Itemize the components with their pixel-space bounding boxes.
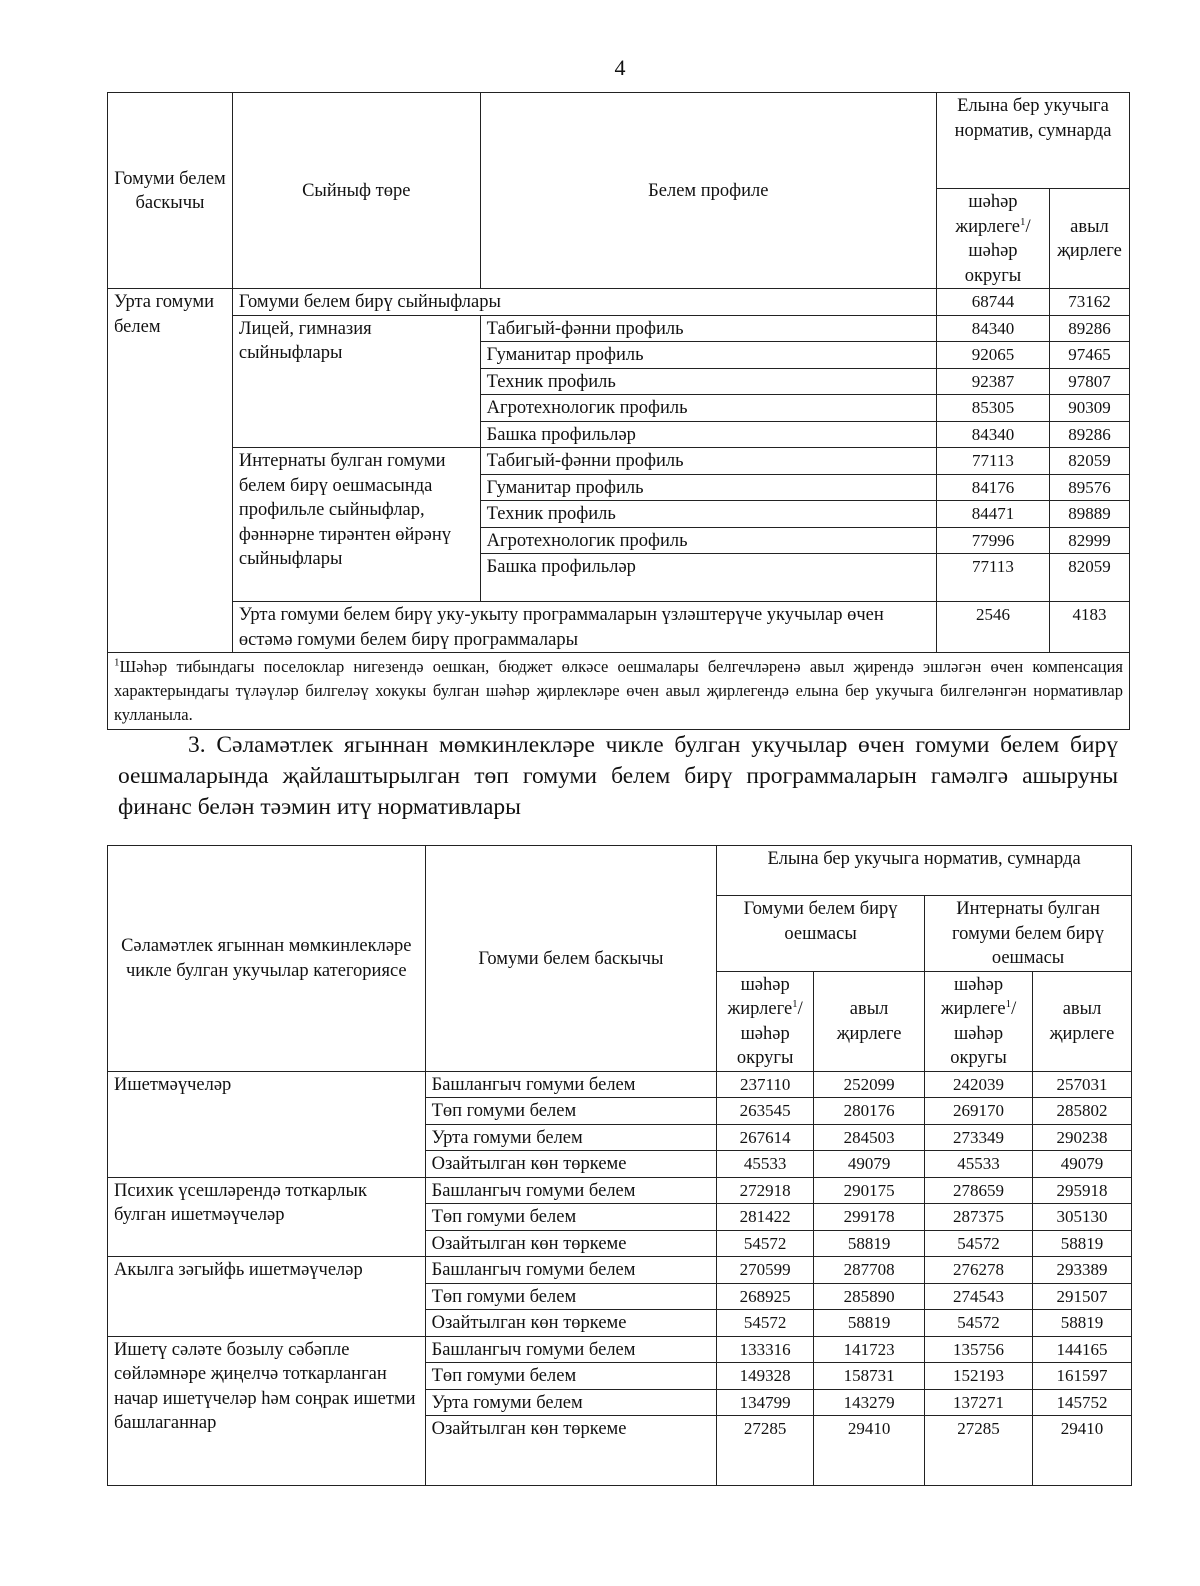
- value-boarding-rural: 144165: [1033, 1336, 1132, 1363]
- header-urban: шәһәр жирлеге$^1$/ шәһәр округы: [717, 971, 814, 1071]
- value-boarding-urban: 27285: [925, 1416, 1033, 1486]
- value-general-urban: 237110: [717, 1071, 814, 1098]
- value-boarding-urban: 278659: [925, 1177, 1033, 1204]
- value-rural: 4183: [1049, 602, 1129, 653]
- table-row: [108, 1336, 1132, 1363]
- value-boarding-urban: 274543: [925, 1283, 1033, 1310]
- value-boarding-urban: 54572: [925, 1310, 1033, 1337]
- value-boarding-rural: 290238: [1033, 1124, 1132, 1151]
- header-urban: шәһәр жирлеге$^1$/ шәһәр округы: [937, 189, 1050, 289]
- value-urban: 84340: [937, 421, 1050, 448]
- value-boarding-urban: 273349: [925, 1124, 1033, 1151]
- value-boarding-rural: 291507: [1033, 1283, 1132, 1310]
- level-cell: Башлангыч гомуми белем: [425, 1177, 717, 1204]
- level-cell: Төп гомуми белем: [425, 1283, 717, 1310]
- value-rural: 97807: [1049, 368, 1129, 395]
- section-heading: 3. Сәламәтлек ягыннан мөмкинлекләре чикле булган укучылар өчен гомуми белем бирү оешмаларында җайлаштырылган төп гомуми белем бирү программаларын гамәлгә ашыруны финанс белән тәэмин итү нормативлары: [118, 732, 1118, 820]
- value-boarding-urban: 54572: [925, 1230, 1033, 1257]
- value-urban: 84176: [937, 474, 1050, 501]
- value-general-rural: 285890: [814, 1283, 925, 1310]
- value-general-urban: 263545: [717, 1098, 814, 1125]
- category-cell: Ишетү сәләте бозылу сәбәпле сөйләмнәре җиңелчә тоткарланган начар ишетүчеләр һәм соңрак ишетми башлаганнар: [108, 1336, 426, 1486]
- profile-cell: Агротехнологик профиль: [480, 395, 936, 422]
- value-urban: 77113: [937, 554, 1050, 602]
- value-boarding-rural: 58819: [1033, 1310, 1132, 1337]
- value-rural: 89286: [1049, 421, 1129, 448]
- value-boarding-rural: 285802: [1033, 1098, 1132, 1125]
- profile-cell: Башка профильләр: [480, 421, 936, 448]
- profile-cell: Башка профильләр: [480, 554, 936, 602]
- value-rural: 97465: [1049, 342, 1129, 369]
- header-category: Сәламәтлек ягыннан мөмкинлекләре чикле булган укучылар категориясе: [108, 846, 426, 1072]
- header-level: Гомуми белем баскычы: [108, 93, 233, 289]
- value-general-rural: 252099: [814, 1071, 925, 1098]
- footnote-text: Шәһәр тибындагы поселоклар нигезендә оешкан, бюджет өлкәсе оешмалары белгечләренә авыл җирендә эшләгән өчен компенсация характерындагы түләүләр билгеләү хокукы булган шәһәр җирлекләре өчен авыл җирлегендә елына бер укучыга билгеләнгән нормативлар кулланыла.: [114, 657, 1123, 724]
- value-boarding-rural: 257031: [1033, 1071, 1132, 1098]
- value-urban: 77113: [937, 448, 1050, 475]
- value-general-urban: 270599: [717, 1257, 814, 1284]
- value-general-rural: 290175: [814, 1177, 925, 1204]
- profile-cell: Табигый-фәнни профиль: [480, 448, 936, 475]
- value-boarding-rural: 58819: [1033, 1230, 1132, 1257]
- value-boarding-rural: 293389: [1033, 1257, 1132, 1284]
- additional-programs-label: Урта гомуми белем бирү уку-укыту программаларын үзләштерүче укучылар өчен өстәмә гомуми белем бирү программалары: [232, 602, 936, 653]
- level-cell: Башлангыч гомуми белем: [425, 1257, 717, 1284]
- profile-cell: Гуманитар профиль: [480, 474, 936, 501]
- value-general-urban: 45533: [717, 1151, 814, 1178]
- level-cell: Озайтылган көн төркеме: [425, 1151, 717, 1178]
- value-boarding-rural: 161597: [1033, 1363, 1132, 1390]
- value-general-rural: 141723: [814, 1336, 925, 1363]
- category-cell: Ишетмәүчеләр: [108, 1071, 426, 1177]
- value-boarding-rural: 49079: [1033, 1151, 1132, 1178]
- value-general-urban: 54572: [717, 1310, 814, 1337]
- table-row: [108, 602, 1130, 653]
- value-general-rural: 280176: [814, 1098, 925, 1125]
- level-cell: Озайтылган көн төркеме: [425, 1310, 717, 1337]
- header-class-type: Сыйныф төре: [232, 93, 480, 289]
- value-general-rural: 143279: [814, 1389, 925, 1416]
- value-general-urban: 268925: [717, 1283, 814, 1310]
- level-cell: Урта гомуми белем: [425, 1124, 717, 1151]
- table-row: [108, 448, 1130, 475]
- profile-cell: Техник профиль: [480, 501, 936, 528]
- header-norm: Елына бер укучыга норматив, сумнарда: [717, 846, 1132, 896]
- value-rural: 89286: [1049, 315, 1129, 342]
- value-general-rural: 58819: [814, 1230, 925, 1257]
- value-general-rural: 58819: [814, 1310, 925, 1337]
- value-boarding-urban: 242039: [925, 1071, 1033, 1098]
- header-general-org: Гомуми белем бирү оешмасы: [717, 896, 925, 972]
- value-general-rural: 158731: [814, 1363, 925, 1390]
- value-general-rural: 29410: [814, 1416, 925, 1486]
- value-general-rural: 287708: [814, 1257, 925, 1284]
- value-general-rural: 284503: [814, 1124, 925, 1151]
- lyceum-label: Лицей, гимназия сыйныфлары: [232, 315, 480, 448]
- level-cell: Урта гомуми белем: [108, 289, 233, 653]
- value-general-urban: 54572: [717, 1230, 814, 1257]
- table-row: [108, 653, 1130, 730]
- profile-cell: Гуманитар профиль: [480, 342, 936, 369]
- header-rural: авыл җирлеге: [1049, 189, 1129, 289]
- disabled-students-norms-table: [107, 845, 1132, 1486]
- general-classes-label: Гомуми белем бирү сыйныфлары: [232, 289, 936, 316]
- value-general-urban: 149328: [717, 1363, 814, 1390]
- value-urban: 84340: [937, 315, 1050, 342]
- level-cell: Урта гомуми белем: [425, 1389, 717, 1416]
- table-row: [108, 1177, 1132, 1204]
- level-cell: Башлангыч гомуми белем: [425, 1336, 717, 1363]
- value-rural: 82999: [1049, 527, 1129, 554]
- footnote: [108, 653, 1130, 730]
- header-level: Гомуми белем баскычы: [425, 846, 717, 1072]
- value-rural: 89576: [1049, 474, 1129, 501]
- value-rural: 73162: [1049, 289, 1129, 316]
- footnote-mark: 1: [114, 656, 120, 669]
- value-boarding-rural: 29410: [1033, 1416, 1132, 1486]
- value-general-urban: 281422: [717, 1204, 814, 1231]
- value-general-rural: 299178: [814, 1204, 925, 1231]
- value-general-urban: 267614: [717, 1124, 814, 1151]
- value-rural: 90309: [1049, 395, 1129, 422]
- level-cell: Төп гомуми белем: [425, 1204, 717, 1231]
- value-general-urban: 27285: [717, 1416, 814, 1486]
- profile-cell: Техник профиль: [480, 368, 936, 395]
- value-urban: 92387: [937, 368, 1050, 395]
- profile-cell: Агротехнологик профиль: [480, 527, 936, 554]
- profile-cell: Табигый-фәнни профиль: [480, 315, 936, 342]
- level-cell: Озайтылган көн төркеме: [425, 1416, 717, 1486]
- value-urban: 92065: [937, 342, 1050, 369]
- value-boarding-urban: 276278: [925, 1257, 1033, 1284]
- header-boarding-org: Интернаты булган гомуми белем бирү оешмасы: [925, 896, 1132, 972]
- header-profile: Белем профиле: [480, 93, 936, 289]
- value-boarding-rural: 295918: [1033, 1177, 1132, 1204]
- value-general-urban: 134799: [717, 1389, 814, 1416]
- level-cell: Төп гомуми белем: [425, 1363, 717, 1390]
- value-urban: 68744: [937, 289, 1050, 316]
- header-rural: авыл җирлеге: [1033, 971, 1132, 1071]
- header-urban: шәһәр жирлеге$^1$/ шәһәр округы: [925, 971, 1033, 1071]
- page-number: 4: [614, 55, 626, 80]
- level-cell: Төп гомуми белем: [425, 1098, 717, 1125]
- value-general-rural: 49079: [814, 1151, 925, 1178]
- value-rural: 89889: [1049, 501, 1129, 528]
- table-row: [108, 289, 1130, 316]
- value-urban: 2546: [937, 602, 1050, 653]
- value-rural: 82059: [1049, 554, 1129, 602]
- header-rural: авыл җирлеге: [814, 971, 925, 1071]
- level-cell: Озайтылган көн төркеме: [425, 1230, 717, 1257]
- table-row: [108, 1071, 1132, 1098]
- value-urban: 84471: [937, 501, 1050, 528]
- value-rural: 82059: [1049, 448, 1129, 475]
- boarding-label: Интернаты булган гомуми белем бирү оешмасында профильле сыйныфлар, фәннәрне тирәнтен өйрәнү сыйныфлары: [232, 448, 480, 602]
- table-row: [108, 315, 1130, 342]
- value-urban: 77996: [937, 527, 1050, 554]
- value-boarding-urban: 45533: [925, 1151, 1033, 1178]
- value-general-urban: 272918: [717, 1177, 814, 1204]
- value-boarding-urban: 287375: [925, 1204, 1033, 1231]
- value-boarding-rural: 145752: [1033, 1389, 1132, 1416]
- header-norm: Елына бер укучыга норматив, сумнарда: [937, 93, 1130, 189]
- value-boarding-urban: 152193: [925, 1363, 1033, 1390]
- value-urban: 85305: [937, 395, 1050, 422]
- value-general-urban: 133316: [717, 1336, 814, 1363]
- value-boarding-urban: 269170: [925, 1098, 1033, 1125]
- category-cell: Психик үсешләрендә тоткарлык булган ишетмәүчеләр: [108, 1177, 426, 1257]
- secondary-norms-table: [107, 92, 1130, 730]
- table-row: [108, 1257, 1132, 1284]
- level-cell: Башлангыч гомуми белем: [425, 1071, 717, 1098]
- category-cell: Акылга зәгыйфь ишетмәүчеләр: [108, 1257, 426, 1337]
- value-boarding-urban: 135756: [925, 1336, 1033, 1363]
- value-boarding-urban: 137271: [925, 1389, 1033, 1416]
- value-boarding-rural: 305130: [1033, 1204, 1132, 1231]
